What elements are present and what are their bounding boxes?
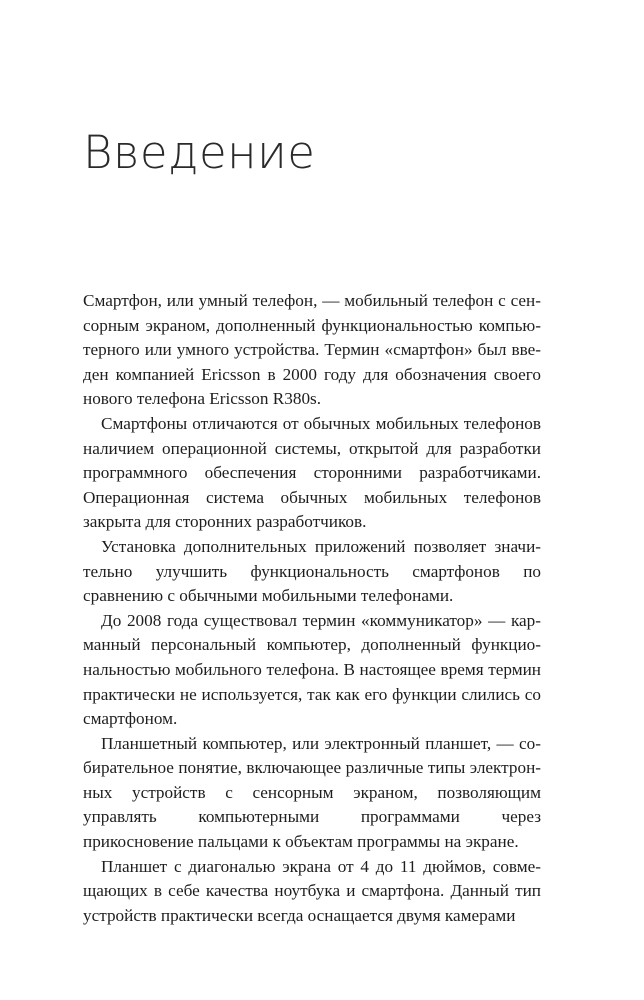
paragraph-4: До 2008 года существовал термин «коммуникатор» — карманный персональный компьютер, дополненный функциональностью мобильного телефона. В настоящее время термин практически не используется, так как его функции слились со смартфоном. (83, 610, 541, 729)
chapter-title: Введение (83, 126, 316, 179)
paragraph-2: Смартфоны отличаются от обычных мобильных телефонов наличием операционной системы, открытой для разработки программного обеспечения сторонними разработчиками. Операционная система обычных мобильных телефонов закрыта для сторонних разработчиков. (83, 413, 541, 532)
paragraph-5: Планшетный компьютер, или электронный планшет, — собирательное понятие, включающее различные типы электронных устройств с сенсорным экраном, позволяющим управлять компьютерными программами через прикосновение пальцами к объектам программы на экране. (83, 733, 541, 852)
paragraph-1: Смартфон, или умный телефон, — мобильный телефон с сенсорным экраном, дополненный функциональностью компьютерного или умного устройства. Термин «смартфон» был введен компанией Ericsson в 2000 году для обозначения своего нового телефона Ericsson R380s. (83, 291, 541, 409)
paragraph-6: Планшет с диагональю экрана от 4 до 11 дюймов, совмещающих в себе качества ноутбука и смартфона. Данный тип устройств практически всегда оснащается двумя камерами (83, 856, 541, 925)
body-text (83, 289, 541, 928)
paragraph-3: Установка дополнительных приложений позволяет значительно улучшить функциональность смартфонов по сравнению с обычными мобильными телефонами. (83, 536, 541, 606)
